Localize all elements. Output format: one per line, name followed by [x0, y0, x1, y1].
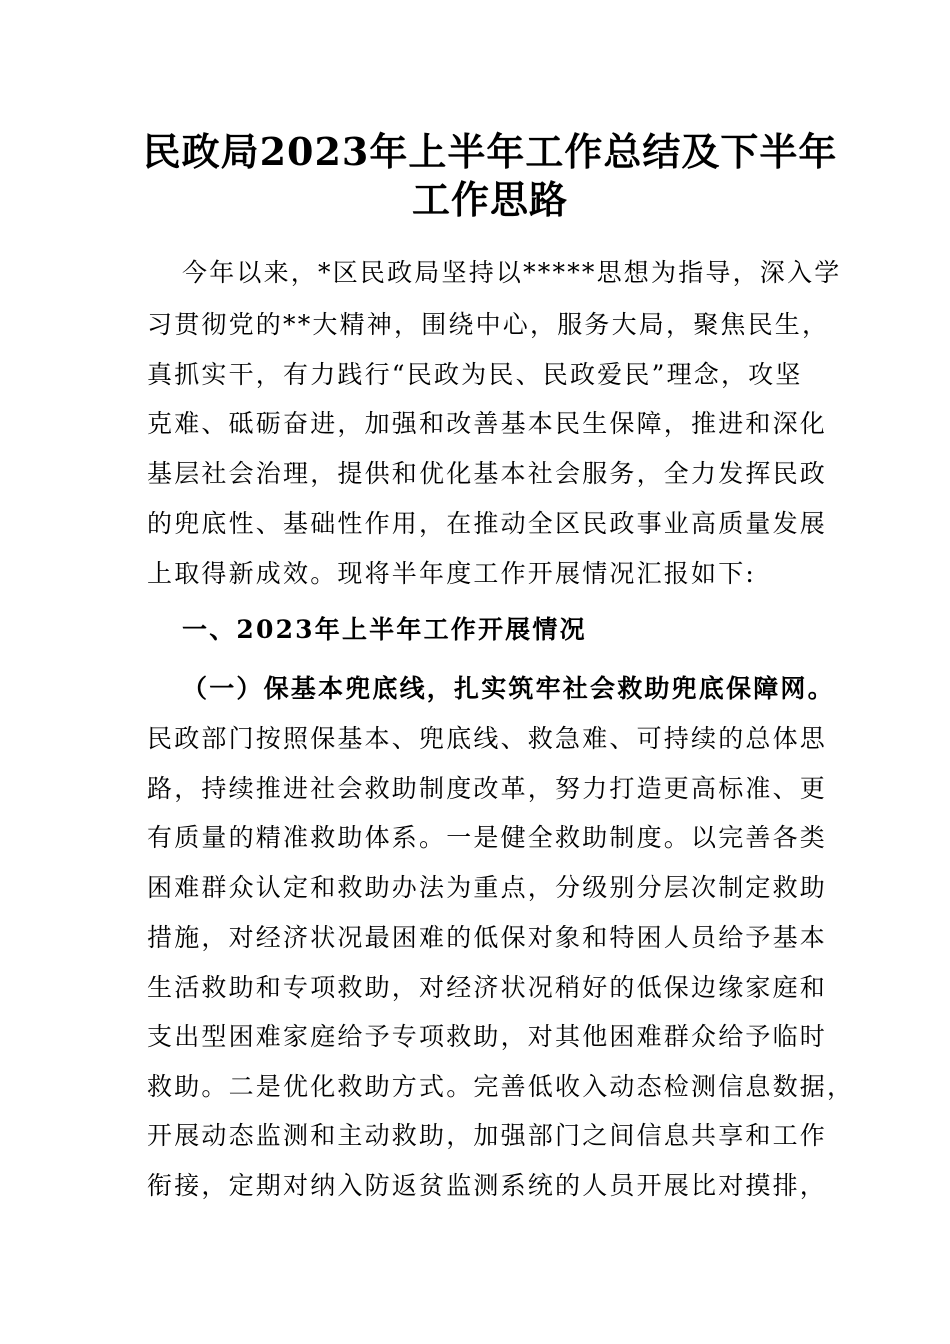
document-title-line-2: 工作思路 [411, 177, 568, 222]
subsection-heading: （一）保基本兜底线，扎实筑牢社会救助兜底保障网。 [182, 674, 835, 703]
paragraph-line: 有质量的精准救助体系。一是健全救助制度。以完善各类 [147, 823, 828, 852]
paragraph-line: 开展动态监测和主动救助，加强部门之间信息共享和工作 [147, 1121, 828, 1150]
section-heading: 一、2023年上半年工作开展情况 [182, 615, 587, 644]
paragraph-line: 措施，对经济状况最困难的低保对象和特困人员给予基本 [147, 923, 828, 952]
paragraph-line: 困难群众认定和救助办法为重点，分级别分层次制定救助 [147, 873, 828, 902]
paragraph-line: 衔接，定期对纳入防返贫监测系统的人员开展比对摸排， [147, 1171, 828, 1200]
document-title-line-1: 民政局2023年上半年工作总结及下半年 [142, 129, 838, 174]
paragraph-line: 民政部门按照保基本、兜底线、救急难、可持续的总体思 [147, 724, 828, 753]
paragraph-line: 路，持续推进社会救助制度改革，努力打造更高标准、更 [147, 774, 828, 803]
paragraph-line: 生活救助和专项救助，对经济状况稍好的低保边缘家庭和 [147, 973, 828, 1002]
paragraph-line: 救助。二是优化救助方式。完善低收入动态检测信息数据， [147, 1072, 855, 1101]
paragraph-line: 克难、砥砺奋进，加强和改善基本民生保障，推进和深化 [147, 409, 828, 438]
paragraph-line: 今年以来，*区民政局坚持以*****思想为指导，深入学 [182, 258, 842, 287]
paragraph-line: 基层社会治理，提供和优化基本社会服务，全力发挥民政 [147, 459, 828, 488]
paragraph-line: 习贯彻党的**大精神，围绕中心，服务大局，聚焦民生， [147, 310, 830, 339]
paragraph-line: 真抓实干，有力践行“民政为民、民政爱民”理念，攻坚 [147, 360, 803, 389]
paragraph-line: 支出型困难家庭给予专项救助，对其他困难群众给予临时 [147, 1022, 828, 1051]
paragraph-line: 的兜底性、基础性作用，在推动全区民政事业高质量发展 [147, 509, 828, 538]
paragraph-line: 上取得新成效。现将半年度工作开展情况汇报如下: [147, 559, 757, 588]
